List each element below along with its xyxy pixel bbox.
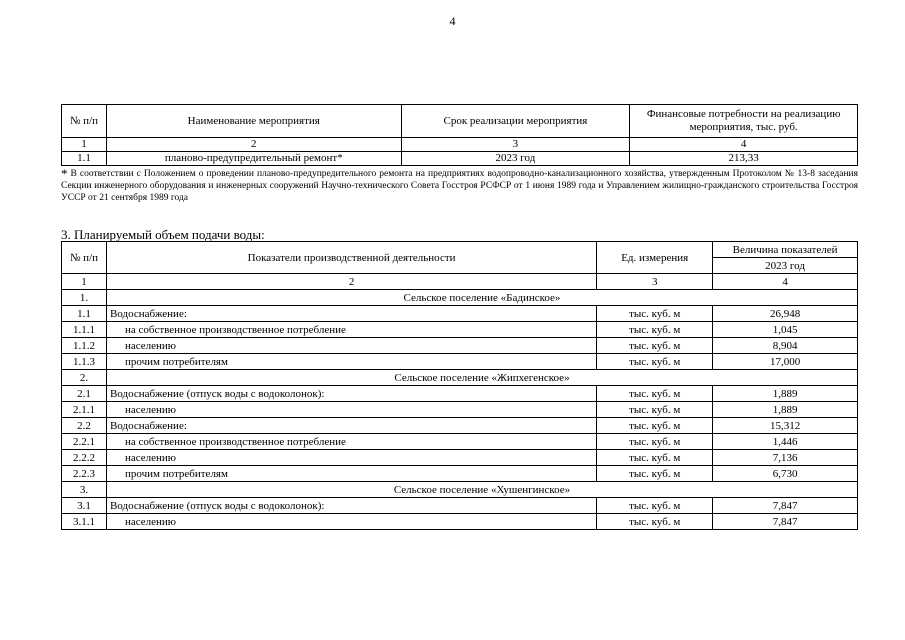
row-term: 2023 год [401,152,630,166]
row-indicator: Водоснабжение (отпуск воды с водоколонок): [106,386,596,402]
table-row [62,418,858,434]
row-unit: тыс. куб. м [597,322,713,338]
header-indicator: Показатели производственной деятельности [106,242,596,274]
row-value: 1,045 [713,322,858,338]
table-row [62,402,858,418]
row-num: 1.1 [62,306,107,322]
table-row [62,434,858,450]
table-row [62,386,858,402]
header-value-group: Величина показателей [713,242,858,258]
row-value: 1,889 [713,386,858,402]
row-value: 7,136 [713,450,858,466]
header-num: № п/п [62,242,107,274]
footnote-marker: * [61,166,68,181]
row-indicator: на собственное производственное потребление [106,322,596,338]
table-row [62,306,858,322]
row-indicator: населению [106,338,596,354]
index-cell: 2 [106,274,596,290]
table-row [62,466,858,482]
section-title: Сельское поселение «Хушенгинское» [106,482,857,498]
row-indicator: прочим потребителям [106,466,596,482]
row-indicator: прочим потребителям [106,354,596,370]
footnote-text: В соответствии с Положением о проведении планово-предупредительного ремонта на предприятиях водопроводно-канализационного хозяйства, утвержденным Протоколом № 13-8 заседания Секции инженерного оборудования и инженерных сооружений Научно-технического Совета Госстроя РСФСР от 1 июня 1989 года и Управлением жилищно-гражданского строительства Госстроя УССР от 21 сентября 1989 года [61,169,858,203]
row-amount: 213,33 [630,152,858,166]
header-financial-needs: Финансовые потребности на реализацию мероприятия, тыс. руб. [630,105,858,138]
row-unit: тыс. куб. м [597,338,713,354]
header-term: Срок реализации мероприятия [401,105,630,138]
row-unit: тыс. куб. м [597,306,713,322]
row-value: 15,312 [713,418,858,434]
row-indicator: населению [106,514,596,530]
row-unit: тыс. куб. м [597,434,713,450]
row-num: 1.1.1 [62,322,107,338]
table-row [62,338,858,354]
row-num: 3. [62,482,107,498]
row-value: 17,000 [713,354,858,370]
header-num: № п/п [62,105,107,138]
row-num: 2.1.1 [62,402,107,418]
table-header-row [62,242,858,258]
table-row [62,514,858,530]
row-value: 7,847 [713,514,858,530]
section-title: 3. Планируемый объем подачи воды: [61,227,265,242]
row-value: 6,730 [713,466,858,482]
row-value: 8,904 [713,338,858,354]
row-activity: планово-предупредительный ремонт* [106,152,401,166]
table-row [62,498,858,514]
header-unit: Ед. измерения [597,242,713,274]
index-cell: 2 [106,138,401,152]
index-cell: 4 [630,138,858,152]
index-cell: 4 [713,274,858,290]
row-value: 1,889 [713,402,858,418]
row-indicator: Водоснабжение: [106,418,596,434]
index-cell: 3 [597,274,713,290]
index-cell: 1 [62,274,107,290]
index-cell: 1 [62,138,107,152]
row-unit: тыс. куб. м [597,450,713,466]
header-activity-name: Наименование мероприятия [106,105,401,138]
row-num: 2. [62,370,107,386]
header-year: 2023 год [713,258,858,274]
row-num: 2.2.2 [62,450,107,466]
table-body [62,290,858,530]
water-supply-table [61,241,858,530]
row-unit: тыс. куб. м [597,402,713,418]
row-num: 3.1.1 [62,514,107,530]
row-indicator: населению [106,402,596,418]
row-indicator: на собственное производственное потребление [106,434,596,450]
table-header-row [62,105,858,138]
row-unit: тыс. куб. м [597,386,713,402]
row-num: 3.1 [62,498,107,514]
row-value: 7,847 [713,498,858,514]
table-index-row [62,274,858,290]
row-unit: тыс. куб. м [597,498,713,514]
row-unit: тыс. куб. м [597,466,713,482]
section-row [62,482,858,498]
row-num: 2.1 [62,386,107,402]
row-num: 1.1.2 [62,338,107,354]
row-num: 1. [62,290,107,306]
page-number: 4 [449,14,456,28]
table-row [62,152,858,166]
row-num: 2.2.1 [62,434,107,450]
row-num: 2.2.3 [62,466,107,482]
footnote [61,168,858,204]
row-indicator: населению [106,450,596,466]
section-title: Сельское поселение «Бадинское» [106,290,857,306]
row-value: 1,446 [713,434,858,450]
row-unit: тыс. куб. м [597,354,713,370]
row-unit: тыс. куб. м [597,514,713,530]
table-row [62,354,858,370]
section-row [62,370,858,386]
row-num: 1.1.3 [62,354,107,370]
row-indicator: Водоснабжение (отпуск воды с водоколонок): [106,498,596,514]
row-num: 2.2 [62,418,107,434]
table-row [62,450,858,466]
index-cell: 3 [401,138,630,152]
table-row [62,322,858,338]
row-value: 26,948 [713,306,858,322]
table-index-row [62,138,858,152]
row-indicator: Водоснабжение: [106,306,596,322]
row-num: 1.1 [62,152,107,166]
section-title: Сельское поселение «Жипхегенское» [106,370,857,386]
row-unit: тыс. куб. м [597,418,713,434]
activities-table [61,104,858,166]
section-row [62,290,858,306]
